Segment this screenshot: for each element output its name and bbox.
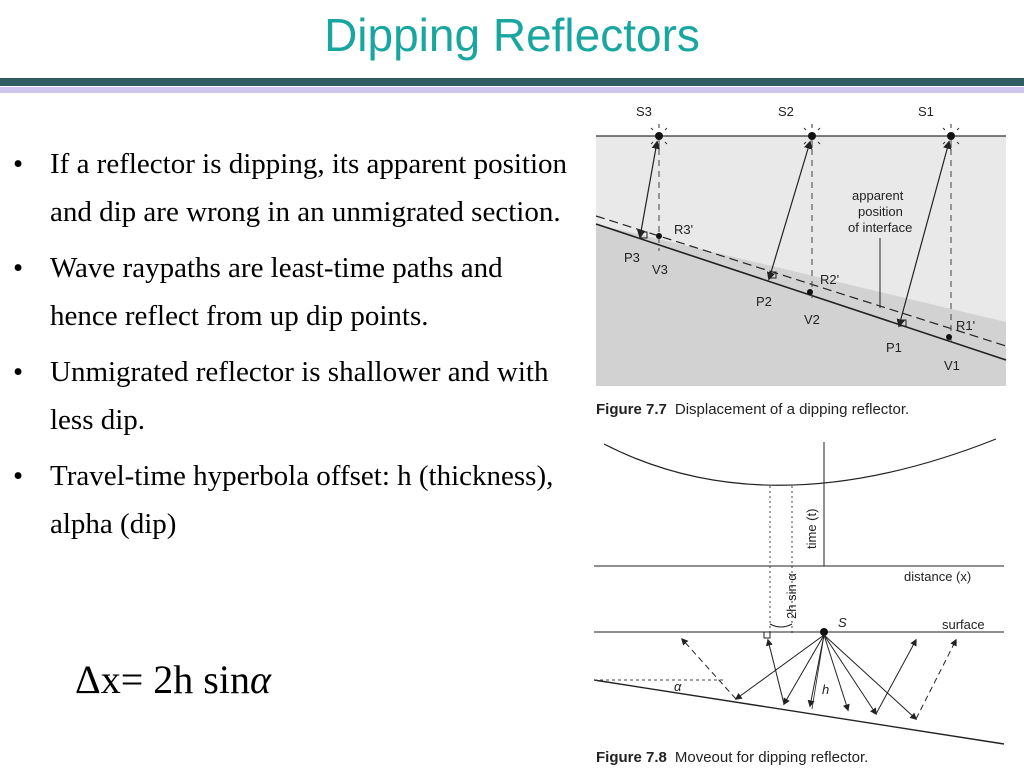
figures-panel <box>586 94 1016 766</box>
caption-number: Figure 7.8 <box>596 749 667 766</box>
apparent-label-line2: position <box>858 204 903 219</box>
label-p2: P2 <box>756 294 772 309</box>
moveout-ray <box>784 635 824 704</box>
caption-text: Moveout for dipping reflector. <box>674 749 869 766</box>
label-s1: S1 <box>918 104 934 119</box>
time-axis-label: time (t) <box>804 508 819 549</box>
source-s-label: S <box>838 615 847 630</box>
bullet-item <box>0 452 570 548</box>
label-s3: S3 <box>636 104 652 119</box>
reflected-ray <box>916 640 956 719</box>
caption-text: Displacement of a dipping reflector. <box>674 401 910 418</box>
bullet-item <box>0 348 570 444</box>
figure-7-8-caption <box>596 749 868 766</box>
label-v1: V1 <box>944 358 960 373</box>
label-r2: R2' <box>820 272 840 287</box>
reflected-ray <box>876 640 916 714</box>
bullet-item <box>0 140 570 236</box>
slide-title: Dipping Reflectors <box>324 9 700 61</box>
label-v2: V2 <box>804 312 820 327</box>
bullet-list <box>0 140 570 556</box>
formula-text: x= 2h sin <box>100 657 250 702</box>
source-s-point <box>820 628 828 636</box>
distance-axis-label: distance (x) <box>904 569 972 584</box>
bullet-text: Travel-time hyperbola offset: h (thickness), alpha (dip) <box>50 460 554 540</box>
moveout-hyperbola <box>604 439 996 485</box>
point-r1 <box>946 334 952 340</box>
label-r3: R3' <box>674 222 694 237</box>
label-p1: P1 <box>886 340 902 355</box>
label-p3: P3 <box>624 250 640 265</box>
reflected-ray <box>768 640 784 704</box>
bullet-text: Unmigrated reflector is shallower and with less dip. <box>50 356 549 436</box>
figure-7-7-caption <box>596 401 909 418</box>
label-s2: S2 <box>778 104 794 119</box>
bullet-text: Wave raypaths are least-time paths and hence reflect from up dip points. <box>50 252 503 332</box>
moveout-formula <box>75 656 271 703</box>
dip-angle-label: α <box>674 679 682 694</box>
bullet-dot-icon: • <box>13 252 24 284</box>
apparent-label-line1: apparent <box>852 188 904 203</box>
point-r3 <box>656 233 662 239</box>
reflected-ray <box>682 639 736 699</box>
caption-number: Figure 7.7 <box>596 401 667 418</box>
thickness-label: h <box>822 682 830 697</box>
dipping-reflector-line <box>594 680 1004 744</box>
label-v3: V3 <box>652 262 668 277</box>
bullet-dot-icon: • <box>13 460 24 492</box>
bullet-dot-icon: • <box>13 356 24 388</box>
bullet-dot-icon: • <box>13 148 24 180</box>
formula-delta: Δ <box>75 657 101 702</box>
formula-alpha: α <box>249 657 271 702</box>
apparent-label-line3: of interface <box>848 220 913 235</box>
label-r1: R1' <box>956 318 976 333</box>
figure-7-8 <box>594 439 1004 766</box>
right-angle-mark <box>764 632 770 638</box>
surface-label: surface <box>942 617 985 632</box>
title-divider-light <box>0 87 1024 93</box>
offset-brace <box>770 624 792 627</box>
title-divider-dark <box>0 78 1024 86</box>
bullet-text: If a reflector is dipping, its apparent position and dip are wrong in an unmigrated section. <box>50 148 568 228</box>
offset-label: 2h sin α <box>784 573 799 619</box>
point-r2 <box>807 289 813 295</box>
figure-7-7 <box>596 104 1006 418</box>
moveout-ray <box>824 635 876 714</box>
bullet-item <box>0 244 570 340</box>
